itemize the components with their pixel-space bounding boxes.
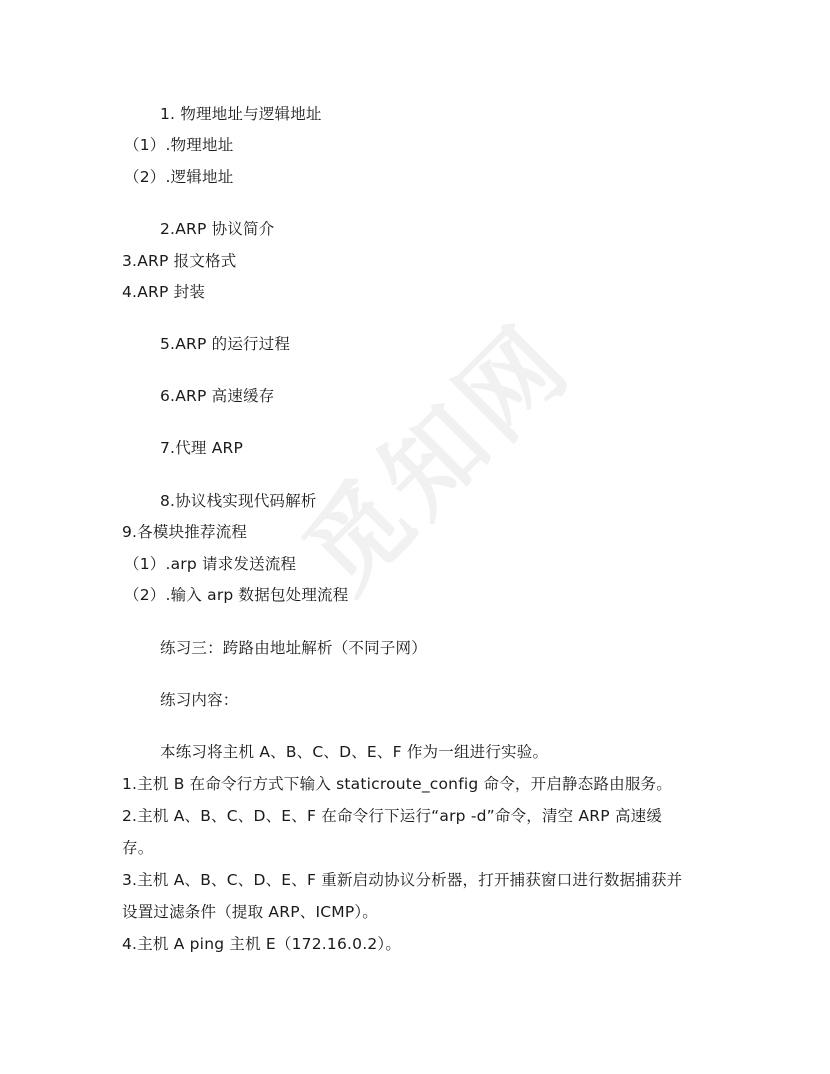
heading-stack-code: 8.协议栈实现代码解析 (160, 492, 317, 510)
step-1: 1.主机 B 在命令行方式下输入 staticroute_config 命令，开启静态路由服务。 (122, 775, 672, 793)
subheading-arp-request-flow: （1）.arp 请求发送流程 (124, 555, 297, 573)
subheading-arp-input-flow: （2）.输入 arp 数据包处理流程 (124, 586, 349, 604)
heading-arp-cache: 6.ARP 高速缓存 (160, 387, 275, 405)
subheading-logical-address: （2）.逻辑地址 (124, 168, 234, 186)
step-2-continued: 存。 (122, 839, 154, 857)
heading-arp-encapsulation: 4.ARP 封装 (122, 283, 206, 301)
heading-arp-intro: 2.ARP 协议简介 (160, 220, 275, 238)
exercise-title: 练习三：跨路由地址解析（不同子网） (160, 639, 427, 657)
heading-module-flow: 9.各模块推荐流程 (122, 523, 248, 541)
exercise-content-label: 练习内容： (160, 691, 239, 709)
heading-arp-format: 3.ARP 报文格式 (122, 252, 237, 270)
heading-arp-process: 5.ARP 的运行过程 (160, 335, 291, 353)
step-3: 3.主机 A、B、C、D、E、F 重新启动协议分析器，打开捕获窗口进行数据捕获并 (122, 871, 683, 889)
heading-proxy-arp: 7.代理 ARP (160, 439, 244, 457)
heading-physical-logical-address: 1. 物理地址与逻辑地址 (160, 105, 322, 123)
step-2: 2.主机 A、B、C、D、E、F 在命令行下运行“arp -d”命令，清空 ARP 高速缓 (122, 807, 663, 825)
subheading-physical-address: （1）.物理地址 (124, 136, 234, 154)
step-3-continued: 设置过滤条件（提取 ARP、ICMP）。 (122, 903, 379, 921)
exercise-intro: 本练习将主机 A、B、C、D、E、F 作为一组进行实验。 (160, 743, 549, 761)
step-4: 4.主机 A ping 主机 E（172.16.0.2）。 (122, 935, 402, 953)
watermark: 觅知网 (282, 302, 594, 614)
